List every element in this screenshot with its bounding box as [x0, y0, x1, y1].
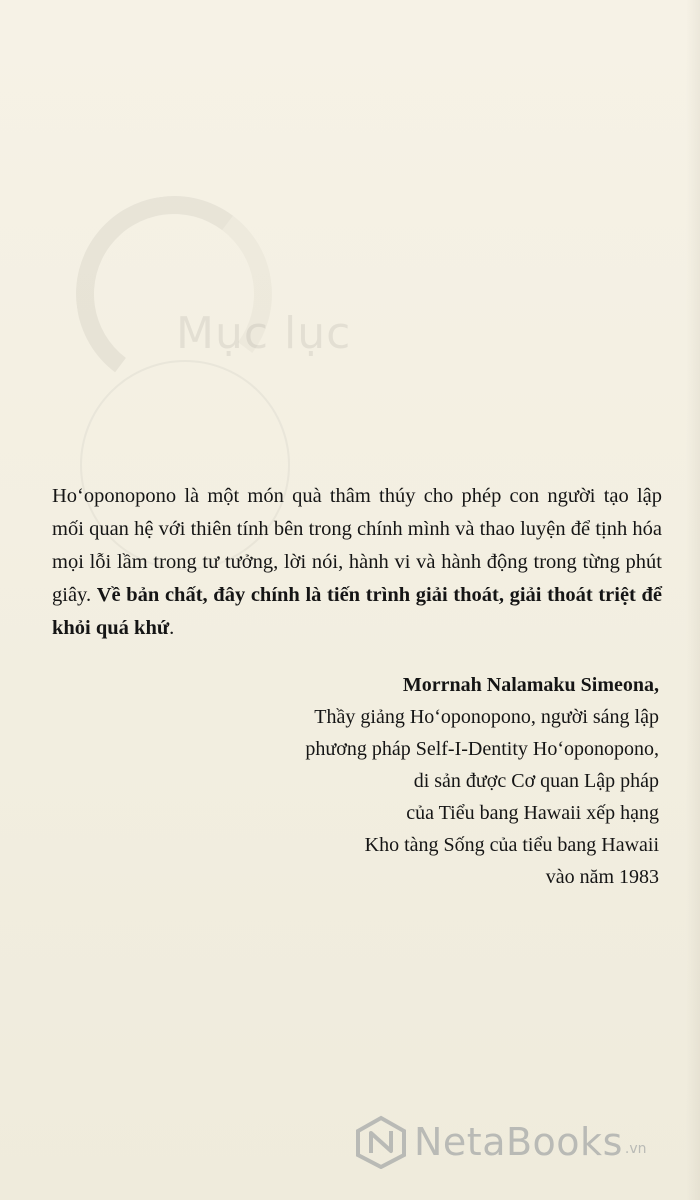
attribution-author: Morrnah Nalamaku Simeona, — [402, 674, 659, 696]
attribution-line: Kho tàng Sống của tiểu bang Hawaii — [364, 834, 659, 856]
attribution-line: vào năm 1983 — [545, 866, 659, 888]
quote-attribution — [219, 669, 659, 893]
attribution-line: phương pháp Self-I-Dentity Hoʻoponopono, — [305, 738, 659, 760]
netabooks-logo-icon — [354, 1115, 408, 1169]
quote-text: Hoʻoponopono là một món quà thâm thúy cho phép con người tạo lập mối quan hệ với thiên tính bên trong chính mình và thao luyện để tịnh hóa mọi lỗi lầm trong tư tưởng, lời nói, hành vi và hành động trong từng phút giây. — [52, 485, 662, 606]
page-edge-shadow — [686, 0, 700, 1200]
watermark-brand: NetaBooks — [414, 1120, 623, 1164]
attribution-line: di sản được Cơ quan Lập pháp — [413, 770, 659, 792]
watermark-tld: .vn — [624, 1141, 647, 1157]
bleed-through-title: Mục lục — [176, 308, 352, 359]
quote-paragraph — [52, 480, 662, 645]
quote-bold-text: Về bản chất, đây chính là tiến trình giải thoát, giải thoát triệt để khỏi quá khứ — [52, 584, 662, 639]
attribution-line: của Tiểu bang Hawaii xếp hạng — [406, 802, 659, 824]
quote-end: . — [169, 617, 175, 639]
attribution-line: Thầy giảng Hoʻoponopono, người sáng lập — [314, 706, 659, 728]
netabooks-watermark — [354, 1112, 646, 1172]
